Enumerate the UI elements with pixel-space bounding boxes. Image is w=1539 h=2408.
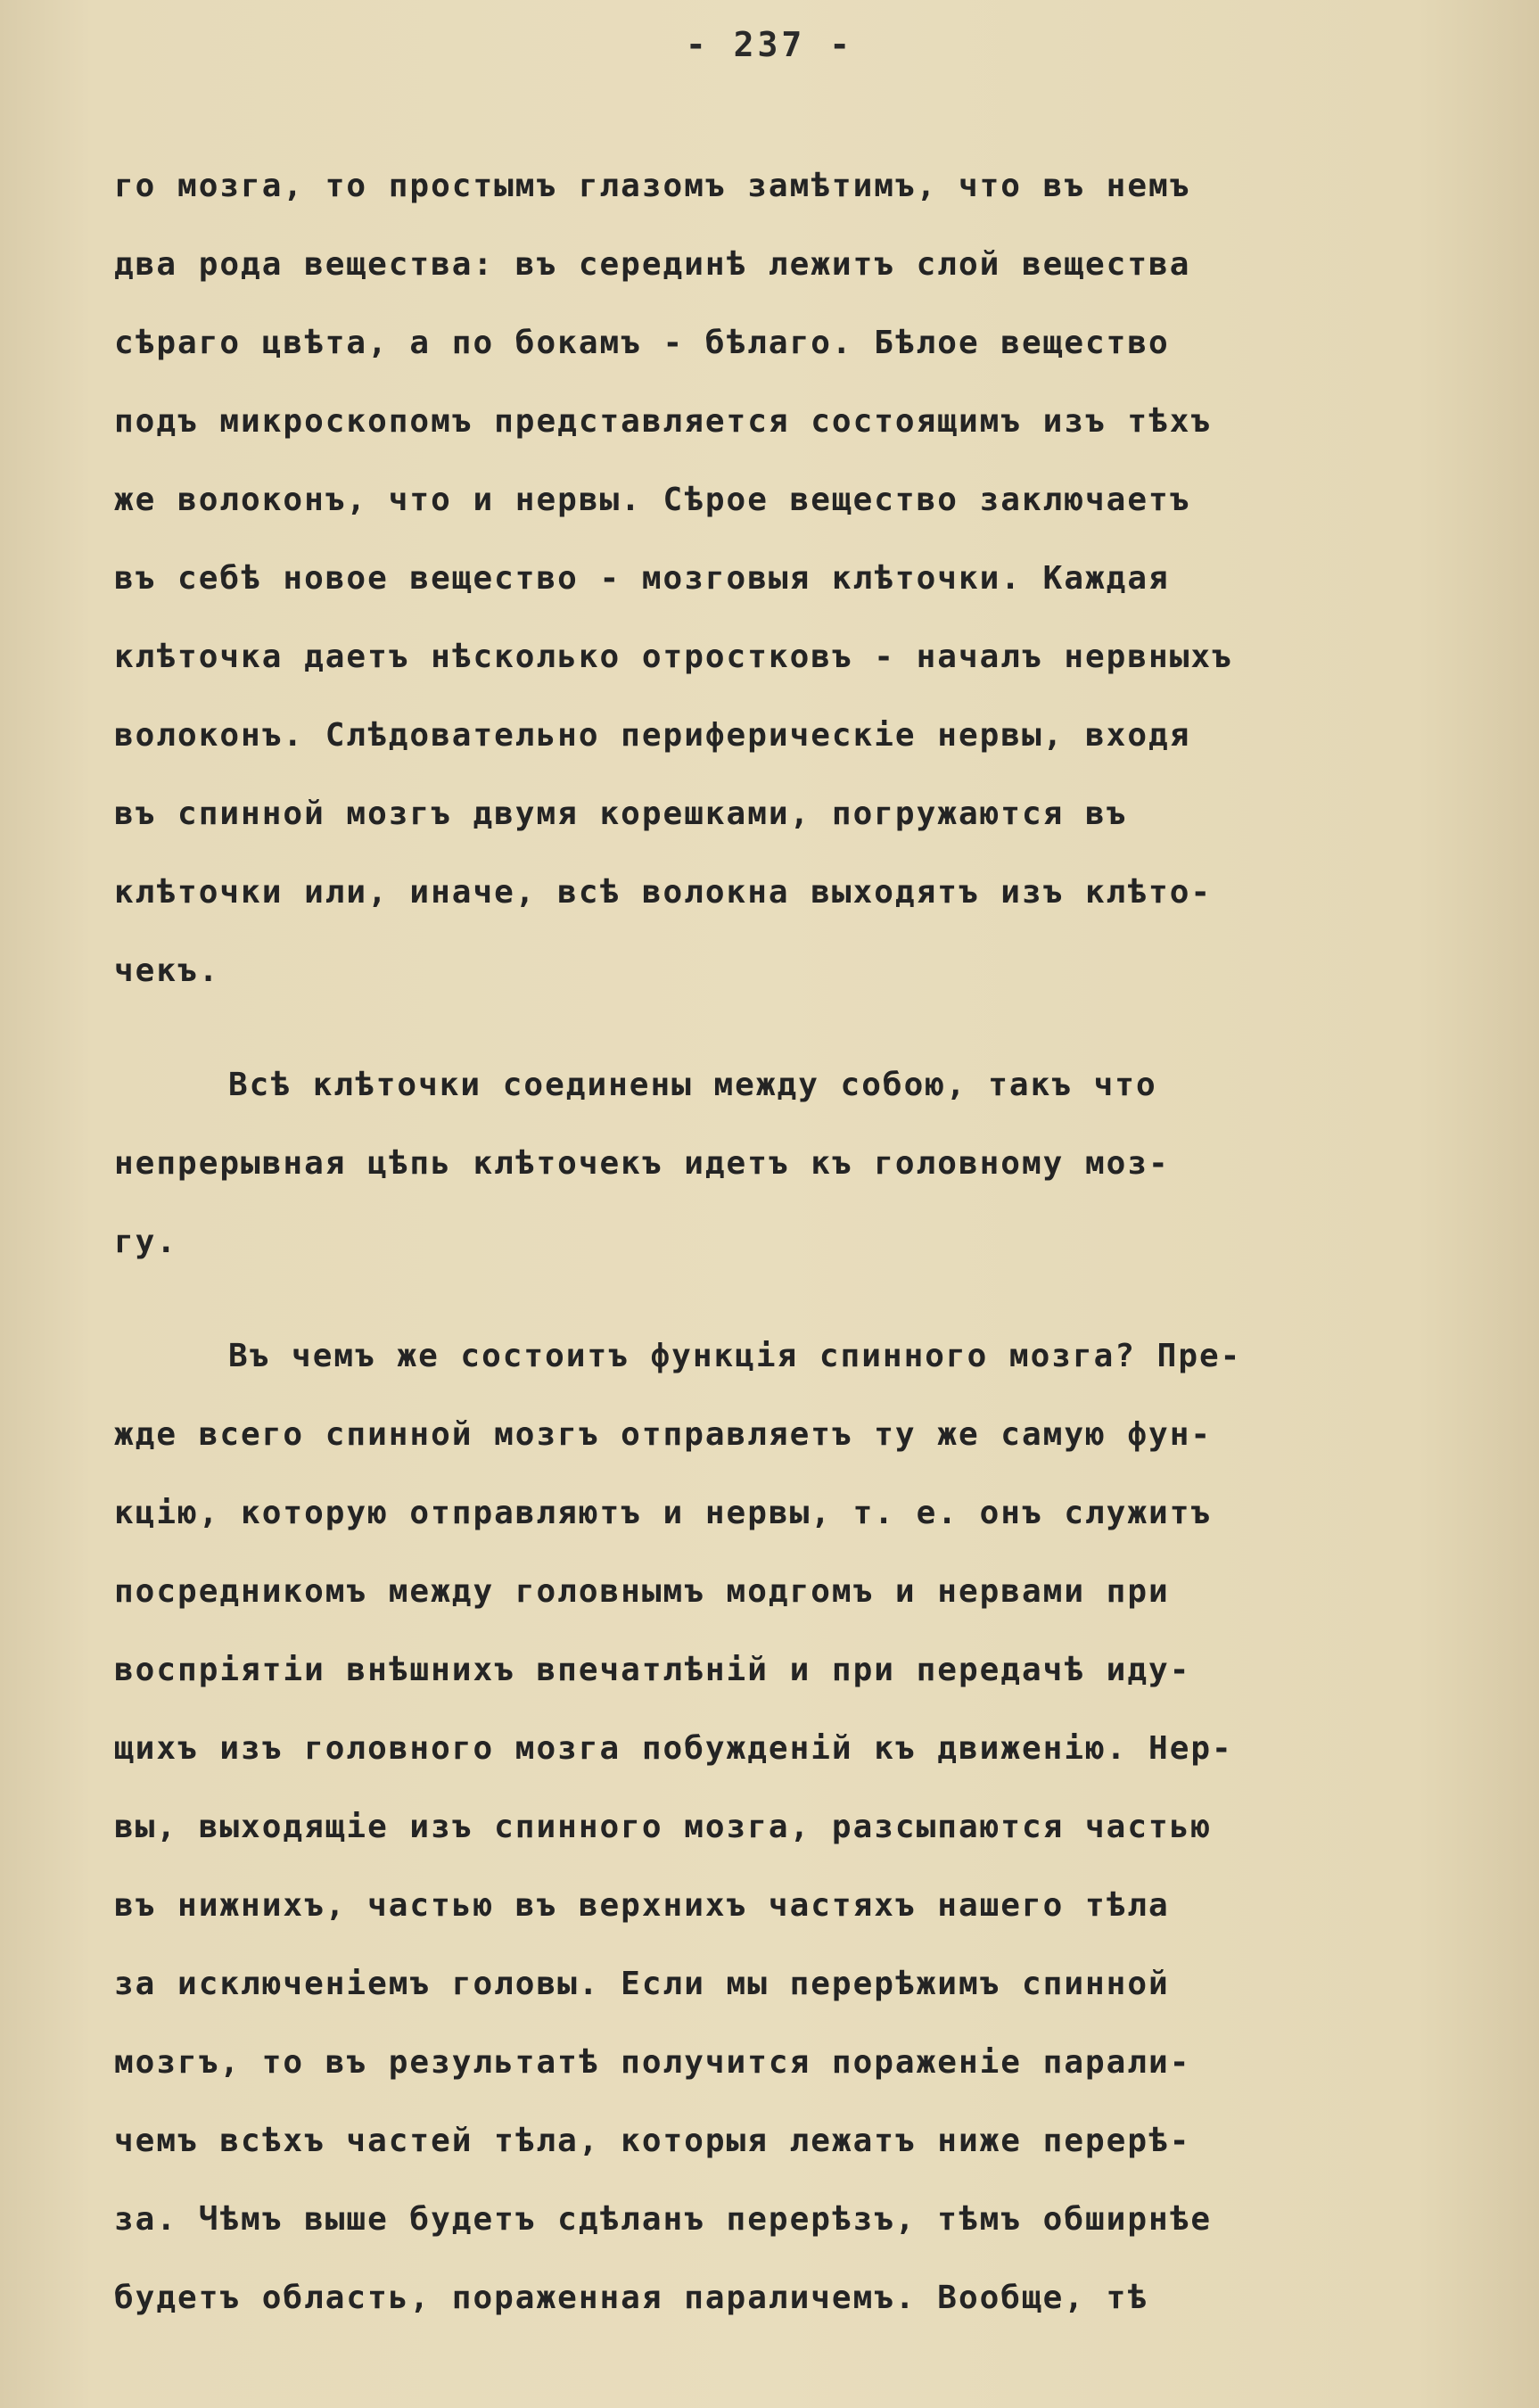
- text-line: мозгъ, то въ результатѣ получится пораженiе парали-: [114, 2044, 1191, 2081]
- text-line: Въ чемъ же состоитъ функцiя спинного мозга? Пре-: [228, 1338, 1242, 1374]
- text-line: сѣраго цвѣта, а по бокамъ - бѣлаго. Бѣлое вещество: [114, 325, 1170, 361]
- text-line: волоконъ. Слѣдовательно периферическiе нервы, входя: [114, 717, 1191, 754]
- text-line: чекъ.: [114, 952, 220, 989]
- text-line: въ нижнихъ, частью въ верхнихъ частяхъ нашего тѣла: [114, 1887, 1170, 1924]
- paragraph-gap: [114, 1010, 1452, 1046]
- text-line: непрерывная цѣпь клѣточекъ идетъ къ головному моз-: [114, 1145, 1170, 1182]
- paragraph-2: [114, 1046, 1452, 1282]
- text-line: два рода вещества: въ серединѣ лежитъ слой вещества: [114, 246, 1191, 283]
- text-line: посредникомъ между головнымъ модгомъ и нервами при: [114, 1573, 1170, 1610]
- paragraph-3: [114, 1317, 1452, 2338]
- paragraph-1: [114, 147, 1452, 1010]
- text-line: клѣточка даетъ нѣсколько отростковъ - началъ нервныхъ: [114, 639, 1233, 675]
- text-line: Всѣ клѣточки соединены между собою, такъ что: [228, 1067, 1157, 1103]
- text-line: въ себѣ новое вещество - мозговыя клѣточки. Каждая: [114, 560, 1170, 597]
- page-number: - 237 -: [685, 25, 854, 64]
- paragraph-gap: [114, 1282, 1452, 1317]
- text-line: за. Чѣмъ выше будетъ сдѣланъ перерѣзъ, тѣмъ обширнѣе: [114, 2201, 1213, 2238]
- text-line: чемъ всѣхъ частей тѣла, которыя лежатъ ниже перерѣ-: [114, 2123, 1191, 2159]
- body-text: [114, 147, 1452, 2338]
- text-line: воспрiятiи внѣшнихъ впечатлѣнiй и при передачѣ иду-: [114, 1652, 1191, 1688]
- text-line: вы, выходящiе изъ спинного мозга, разсыпаются частью: [114, 1809, 1213, 1845]
- text-line: будетъ область, пораженная параличемъ. Вообще, тѣ: [114, 2280, 1149, 2316]
- text-line: клѣточки или, иначе, всѣ волокна выходятъ изъ клѣто-: [114, 874, 1213, 911]
- text-line: въ спинной мозгъ двумя корешками, погружаются въ: [114, 796, 1128, 832]
- text-line: за исключенiемъ головы. Если мы перерѣжимъ спинной: [114, 1966, 1170, 2002]
- text-line: подъ микроскопомъ представляется состоящимъ изъ тѣхъ: [114, 403, 1213, 440]
- text-line: жде всего спинной мозгъ отправляетъ ту же самую фун-: [114, 1416, 1213, 1453]
- text-line: гу.: [114, 1224, 178, 1260]
- text-line: го мозга, то простымъ глазомъ замѣтимъ, что въ немъ: [114, 168, 1191, 204]
- text-line: же волоконъ, что и нервы. Сѣрое вещество заключаетъ: [114, 482, 1191, 518]
- text-line: кцiю, которую отправляютъ и нервы, т. е. онъ служитъ: [114, 1495, 1213, 1531]
- text-line: щихъ изъ головного мозга побужденiй къ движенiю. Нер-: [114, 1730, 1233, 1767]
